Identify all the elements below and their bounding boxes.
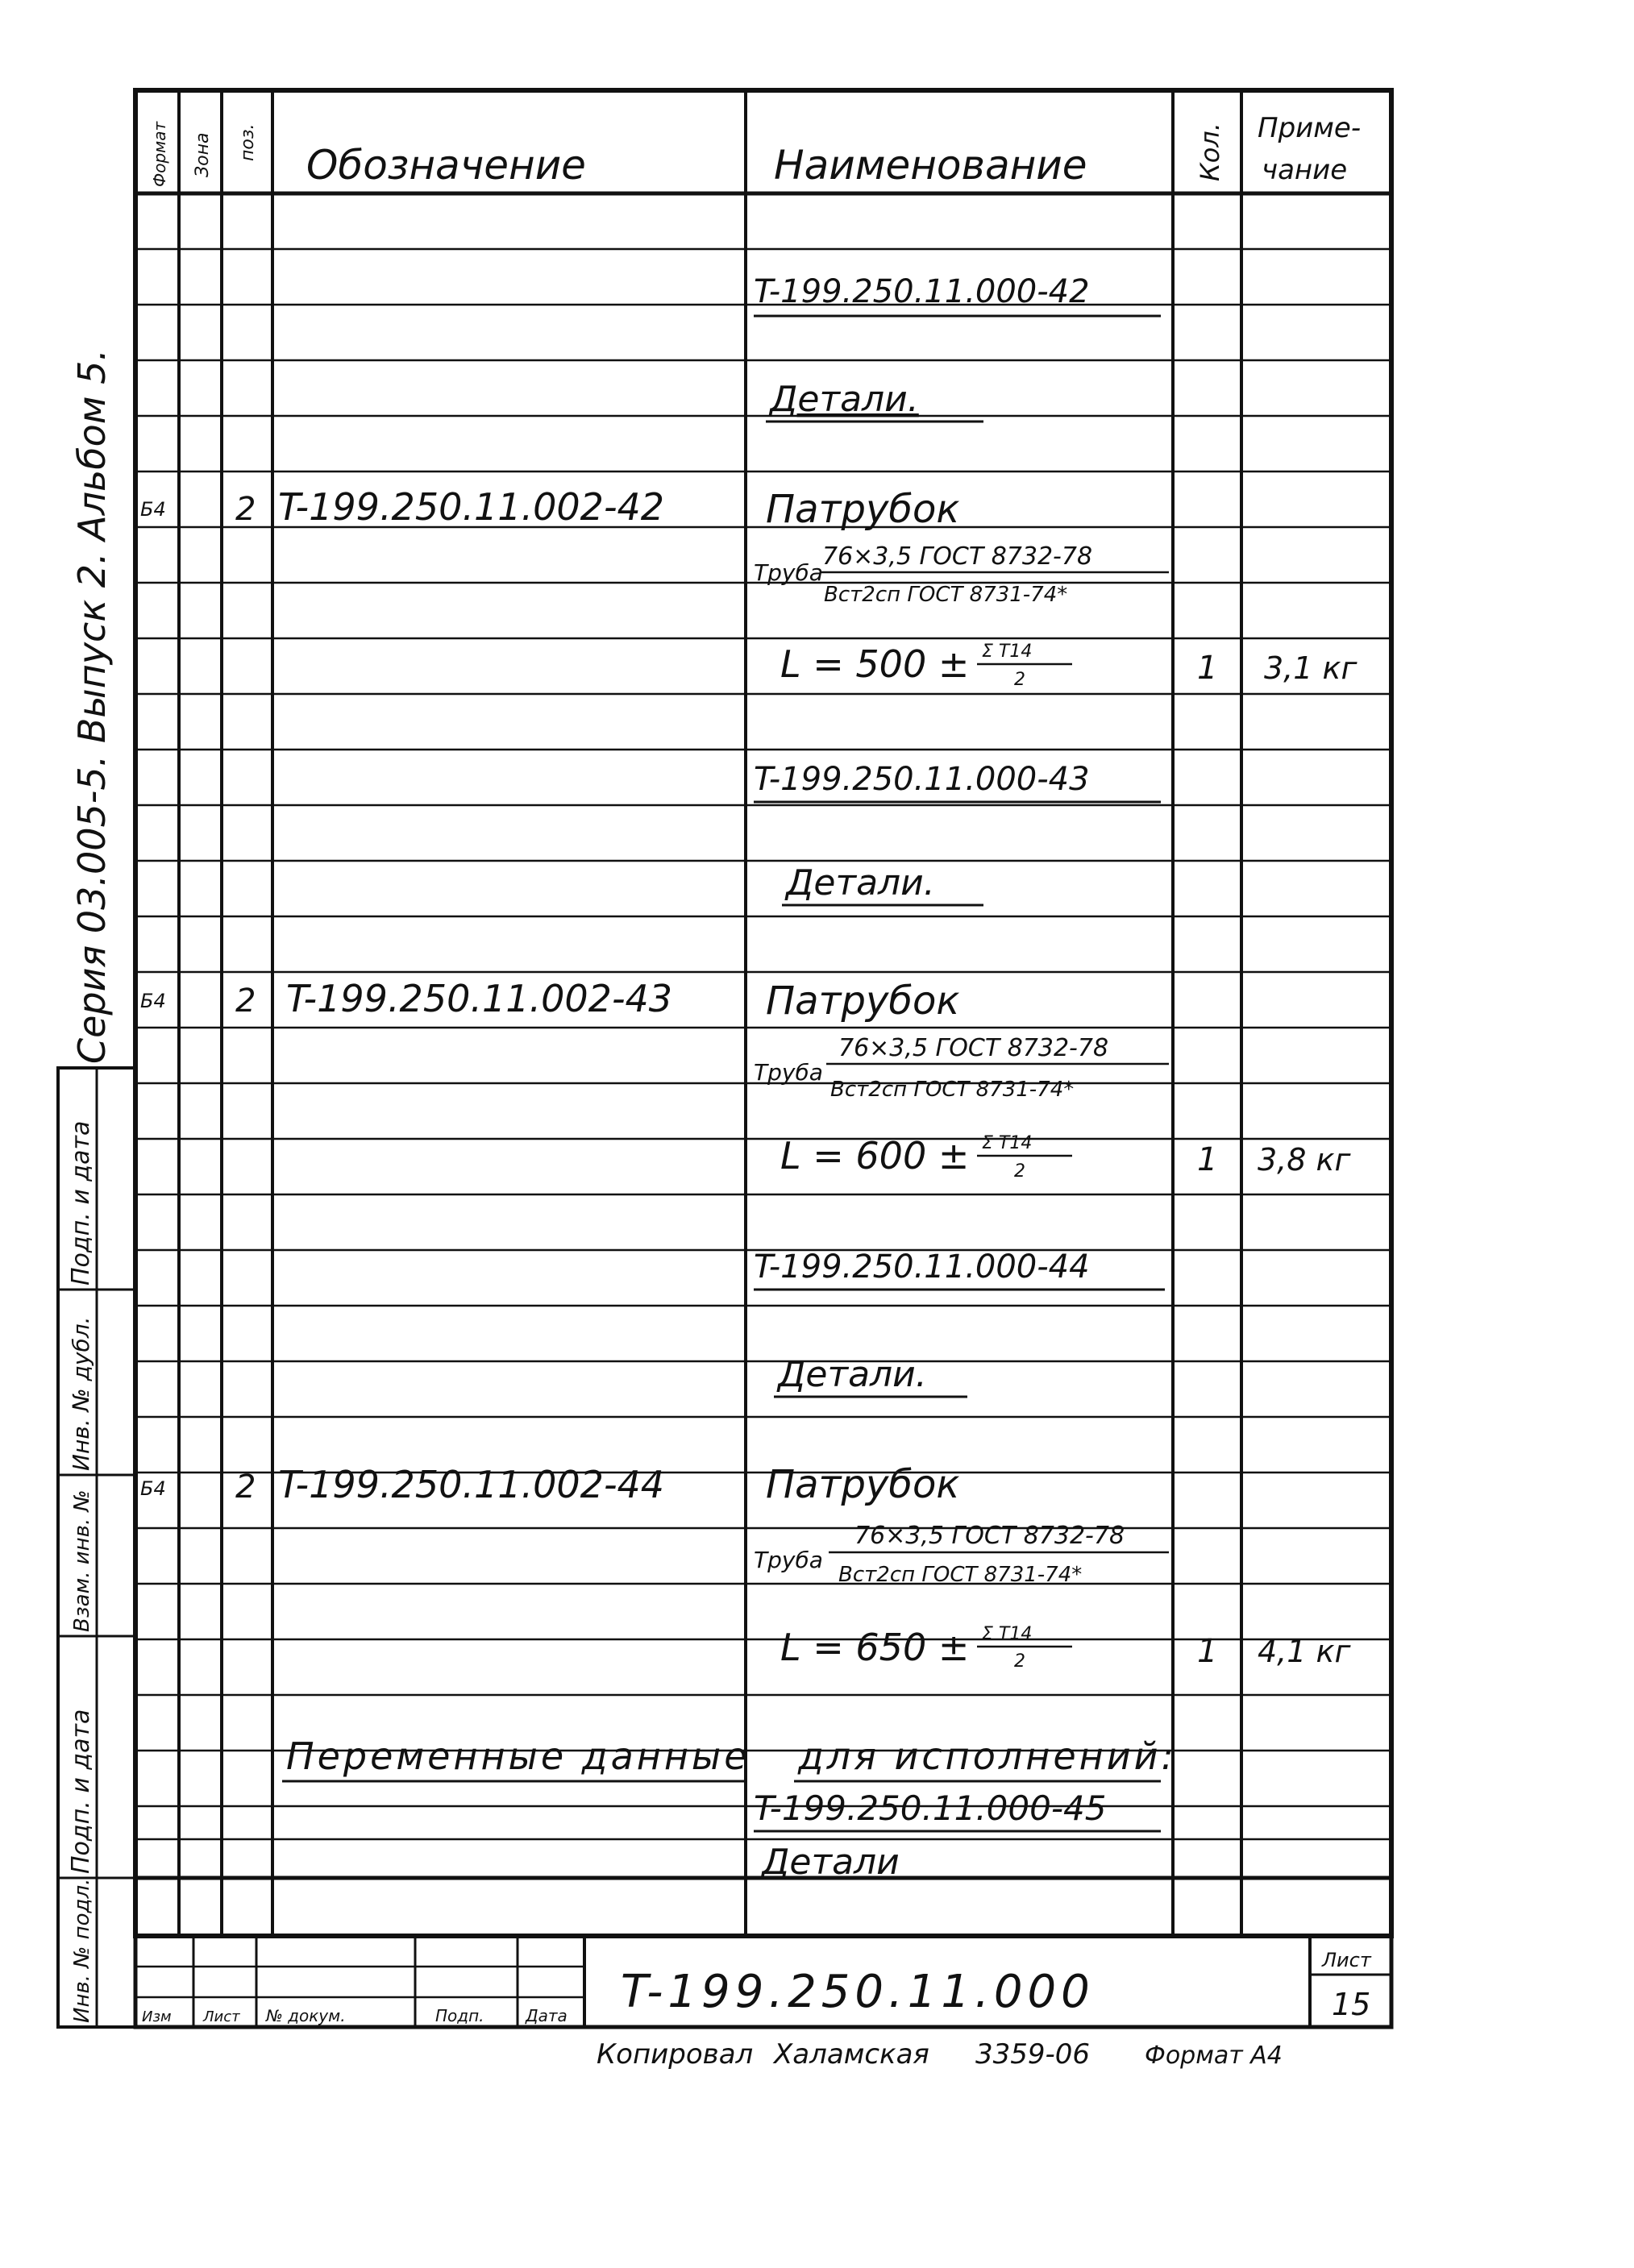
tolerance-den-42: 2 (1014, 670, 1025, 690)
details-heading-42: Детали. (770, 379, 919, 420)
pos-43: 2 (235, 982, 256, 1020)
length-43: L = 600 ± (780, 1134, 970, 1178)
variable-data-label: Переменные данные (286, 1734, 750, 1778)
table-header (150, 112, 1361, 189)
copied-label: Копировал (597, 2038, 754, 2071)
pos-44: 2 (235, 1468, 256, 1506)
pipe-size-44: 76×3,5 ГОСТ 8732-78 (854, 1522, 1125, 1550)
part-name-42: Патрубок (766, 487, 960, 532)
qty-42: 1 (1197, 650, 1218, 687)
pipe-size-42: 76×3,5 ГОСТ 8732-78 (822, 542, 1093, 571)
format-43: Б4 (140, 990, 166, 1012)
qty-43: 1 (1197, 1141, 1218, 1178)
header-name: Наименование (774, 142, 1087, 189)
header-note-line1: Приме- (1258, 112, 1362, 144)
tolerance-num-42: Σ T14 (982, 642, 1033, 662)
mass-44: 4,1 кг (1258, 1634, 1351, 1669)
designation-43: T-199.250.11.002-43 (286, 977, 673, 1020)
pipe-steel-42: Вст2сп ГОСТ 8731-74* (824, 583, 1068, 607)
col-sheet: Лист (203, 2008, 240, 2025)
spec-rows (140, 273, 1358, 1883)
stamp-sign-date-2: Подп. и дата (67, 1709, 95, 1874)
footer (597, 2038, 1283, 2071)
stamp-replace-inv: Взам. инв. № (70, 1489, 94, 1632)
details-heading-43: Детали. (786, 862, 935, 903)
format-44: Б4 (140, 1477, 166, 1500)
col-signature: Подп. (435, 2006, 484, 2025)
order-number: 3359-06 (975, 2038, 1091, 2071)
stamp-sign-date-1: Подп. и дата (67, 1120, 95, 1286)
part-name-44: Патрубок (766, 1462, 960, 1507)
pipe-label-42: Труба (754, 559, 823, 586)
header-zone: Зона (193, 132, 213, 177)
details-heading-44: Детали. (778, 1354, 927, 1395)
mass-42: 3,1 кг (1264, 650, 1358, 686)
pos-42: 2 (235, 491, 256, 528)
header-note-line2: чание (1262, 154, 1348, 186)
designation-42: T-199.250.11.002-42 (278, 485, 665, 529)
stamp-orig-inv: Инв. № подл. (70, 1878, 94, 2023)
stamp-dup-inv: Инв. № дубл. (68, 1316, 94, 1471)
variable-data-for: для исполнений: (798, 1734, 1178, 1778)
copier-name: Халамская (774, 2038, 929, 2071)
tolerance-num-43: Σ T14 (982, 1133, 1033, 1153)
assembly-45: T-199.250.11.000-45 (754, 1788, 1107, 1828)
pipe-steel-43: Вст2сп ГОСТ 8731-74* (830, 1078, 1075, 1102)
col-change: Изм (142, 2008, 172, 2025)
header-qty: Кол. (1195, 123, 1225, 181)
length-42: L = 500 ± (780, 642, 970, 686)
header-format: Формат (150, 121, 169, 187)
tolerance-den-43: 2 (1014, 1161, 1025, 1182)
col-date: Дата (526, 2006, 568, 2025)
title-block (135, 1936, 1391, 2027)
mass-43: 3,8 кг (1258, 1142, 1351, 1178)
header-pos: поз. (238, 123, 258, 161)
details-heading-45: Детали (762, 1842, 900, 1883)
pipe-steel-44: Вст2сп ГОСТ 8731-74* (838, 1563, 1083, 1587)
pipe-label-43: Труба (754, 1059, 823, 1086)
sheet-label: Лист (1322, 1949, 1371, 1971)
tolerance-num-44: Σ T14 (982, 1624, 1033, 1644)
length-44: L = 650 ± (780, 1626, 970, 1669)
assembly-42: T-199.250.11.000-42 (754, 273, 1090, 310)
part-name-43: Патрубок (766, 978, 960, 1024)
format-note: Формат А4 (1145, 2042, 1283, 2070)
format-42: Б4 (140, 498, 166, 521)
series-label: Серия 03.005-5. Выпуск 2. Альбом 5. (70, 349, 114, 1064)
assembly-43: T-199.250.11.000-43 (754, 761, 1090, 798)
qty-44: 1 (1197, 1633, 1218, 1670)
designation-44: T-199.250.11.002-44 (278, 1463, 665, 1506)
tolerance-den-44: 2 (1014, 1651, 1025, 1672)
assembly-44: T-199.250.11.000-44 (754, 1248, 1090, 1286)
doc-number: T-199.250.11.000 (621, 1966, 1095, 2018)
col-doc-number: № докум. (266, 2006, 346, 2025)
header-designation: Обозначение (306, 142, 586, 189)
left-margin (58, 349, 135, 2027)
pipe-size-43: 76×3,5 ГОСТ 8732-78 (838, 1034, 1109, 1062)
sheet-number: 15 (1332, 1987, 1371, 2022)
pipe-label-44: Труба (754, 1547, 823, 1573)
